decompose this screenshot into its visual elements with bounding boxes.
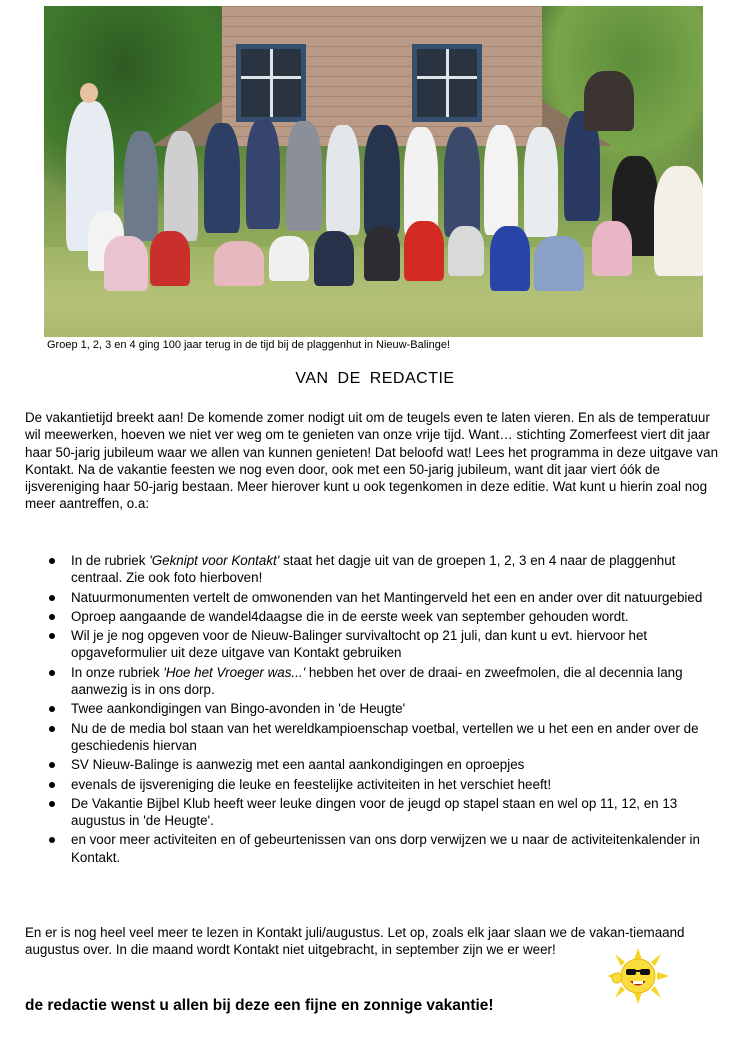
page-title: VAN DE REDACTIE	[295, 370, 455, 387]
list-item-text: In de rubriek	[71, 553, 150, 568]
contents-list	[25, 552, 725, 868]
rubric-name: 'Hoe het Vroeger was...'	[163, 664, 306, 680]
list-item-text: Oproep aangaande de wandel4daagse die in de eerste week van september gehouden wordt.	[71, 608, 629, 624]
list-item-text: Natuurmonumenten vertelt de omwonenden van het Mantingerveld het een en ander over dit natuurgebied	[71, 589, 703, 605]
photo-caption: Groep 1, 2, 3 en 4 ging 100 jaar terug in de tijd bij de plaggenhut in Nieuw-Balinge!	[47, 339, 450, 351]
list-item	[25, 756, 725, 773]
rubric-name: 'Geknipt voor Kontakt'	[149, 553, 280, 568]
closing-line: de redactie wenst u allen bij deze een fijne en zonnige vakantie!	[25, 997, 494, 1014]
list-item-text: hebben het over de draai- en zweefmolen, die al decennia lang aanwezig is in ons dorp.	[71, 664, 683, 698]
list-item	[25, 664, 725, 699]
intro-paragraph: De vakantietijd breekt aan! De komende zomer nodigt uit om de teugels even te laten vieren. En als de temperatuur wil meewerken, hoeven we niet ver weg om te genieten van onze vrije tijd. Want… stichting Zomerfeest viert dit jaar haar 50-jarig jubileum waar we allen van kunnen genieten! Dat beloofd wat! Lees het programma in deze uitgave van Kontakt. Na de vakantie feesten we nog even door, ook met een 50-jarig jubileum, want dit jaar viert óók de ijsvereniging haar 50-jarig bestaan. Meer hierover kunt u ook tegenkomen in deze editie. Wat kunt u hierin zoal nog meer aantreffen, o.a:	[25, 410, 719, 512]
group-of-people	[64, 61, 683, 291]
list-item	[25, 552, 725, 587]
list-item-text: evenals de ijsvereniging die leuke en feestelijke activiteiten in het verschiet heeft!	[71, 776, 552, 792]
list-item-text: staat het dagje uit van de groepen 1, 2, 3 en 4 naar de plaggenhut centraal. Zie ook foto hierboven!	[71, 553, 676, 586]
outro-paragraph: En er is nog heel veel meer te lezen in Kontakt juli/augustus. Let op, zoals elk jaar slaan we de vakan-tiemaand augustus over. In die maand wordt Kontakt niet uitgebracht, in september zijn we er weer!	[25, 925, 685, 958]
group-photo	[44, 6, 703, 337]
list-item-text: Wil je je nog opgeven voor de Nieuw-Balinger survivaltocht op 21 juli, dan kunt u evt. hiervoor het opgaveformulier uit deze uitgave van Kontakt gebruiken	[71, 628, 648, 661]
list-item	[25, 795, 725, 830]
sun-with-sunglasses-icon	[607, 948, 669, 1004]
list-item	[25, 776, 725, 793]
list-item	[25, 720, 725, 755]
list-item	[25, 700, 725, 717]
list-item-text: en voor meer activiteiten en of gebeurtenissen van ons dorp verwijzen we u naar de activiteitenkalender in Kontakt.	[71, 832, 700, 865]
list-item	[25, 589, 725, 606]
list-item-text: Twee aankondigingen van Bingo-avonden in 'de Heugte'	[71, 701, 406, 717]
list-item-text: In onze rubriek	[71, 664, 164, 680]
list-item	[25, 831, 725, 866]
list-item-text: De Vakantie Bijbel Klub heeft weer leuke dingen voor de jeugd op stapel staan en wel op 11, 12, en 13 augustus in 'de Heugte'.	[71, 795, 678, 829]
list-item-text: SV Nieuw-Balinge is aanwezig met een aantal aankondigingen en oproepjes	[71, 757, 525, 773]
list-item-text: Nu de de media bol staan van het wereldkampioenschap voetbal, vertellen we u het een en ander over de geschiedenis hiervan	[71, 720, 699, 753]
list-item	[25, 608, 725, 625]
list-item	[25, 627, 725, 662]
